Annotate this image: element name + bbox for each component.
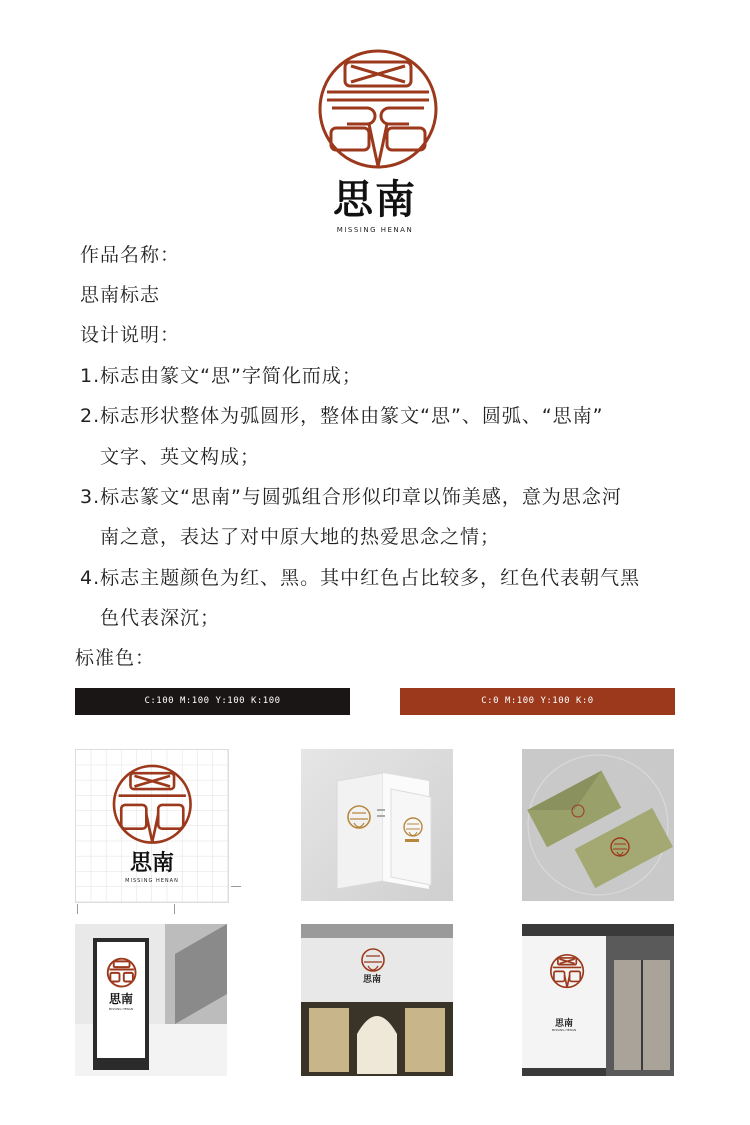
guide-tick [174, 904, 175, 914]
grid-brand-cn: 思南 [129, 850, 174, 876]
storefront-illustration [301, 924, 453, 1076]
color-swatch-red: C:0 M:100 Y:100 K:0 [400, 688, 675, 715]
kiosk-brand-cn: 思南 [108, 992, 133, 1006]
design-label: 设计说明： [80, 324, 181, 346]
door-illustration [522, 924, 674, 1076]
guide-tick [231, 886, 241, 887]
work-title: 思南标志 [80, 284, 161, 306]
item-2-line2: 文字、英文构成； [100, 446, 261, 468]
mockup-grid [75, 749, 229, 903]
work-title-label: 作品名称： [80, 244, 181, 266]
color-swatch-black: C:100 M:100 Y:100 K:100 [75, 688, 350, 715]
mockup-door-poster [522, 924, 674, 1076]
mockup-business-cards [301, 749, 453, 901]
door-brand-en: MISSING HENAN [551, 1028, 577, 1032]
door-brand-cn: 思南 [554, 1019, 573, 1029]
item-3-line1: 3.标志篆文“思南”与圆弧组合形似印章以饰美感，意为思念河 [80, 486, 622, 508]
envelopes-illustration [522, 749, 674, 901]
brand-name-en: MISSING HENAN [336, 226, 414, 234]
guide-tick [77, 904, 78, 914]
business-cards-illustration [301, 749, 453, 901]
brand-name-cn: 思南 [333, 176, 417, 223]
item-4-line2: 色代表深沉； [100, 607, 221, 629]
item-3-line2: 南之意，表达了对中原大地的热爱思念之情； [100, 526, 501, 548]
item-1: 1.标志由篆文“思”字简化而成； [80, 365, 362, 387]
kiosk-brand-en: MISSING HENAN [108, 1007, 134, 1011]
logo-seal-icon [317, 48, 439, 170]
standard-color-label: 标准色： [75, 647, 156, 669]
item-2-line1: 2.标志形状整体为弧圆形，整体由篆文“思”、圆弧、“思南” [80, 405, 604, 427]
storefront-brand-cn: 思南 [362, 975, 381, 985]
mockup-storefront [301, 924, 453, 1076]
item-4-line1: 4.标志主题颜色为红、黑。其中红色占比较多，红色代表朝气黑 [80, 567, 641, 589]
mockup-kiosk [75, 924, 227, 1076]
mockup-envelopes [522, 749, 674, 901]
grid-brand-en: MISSING HENAN [125, 878, 179, 884]
